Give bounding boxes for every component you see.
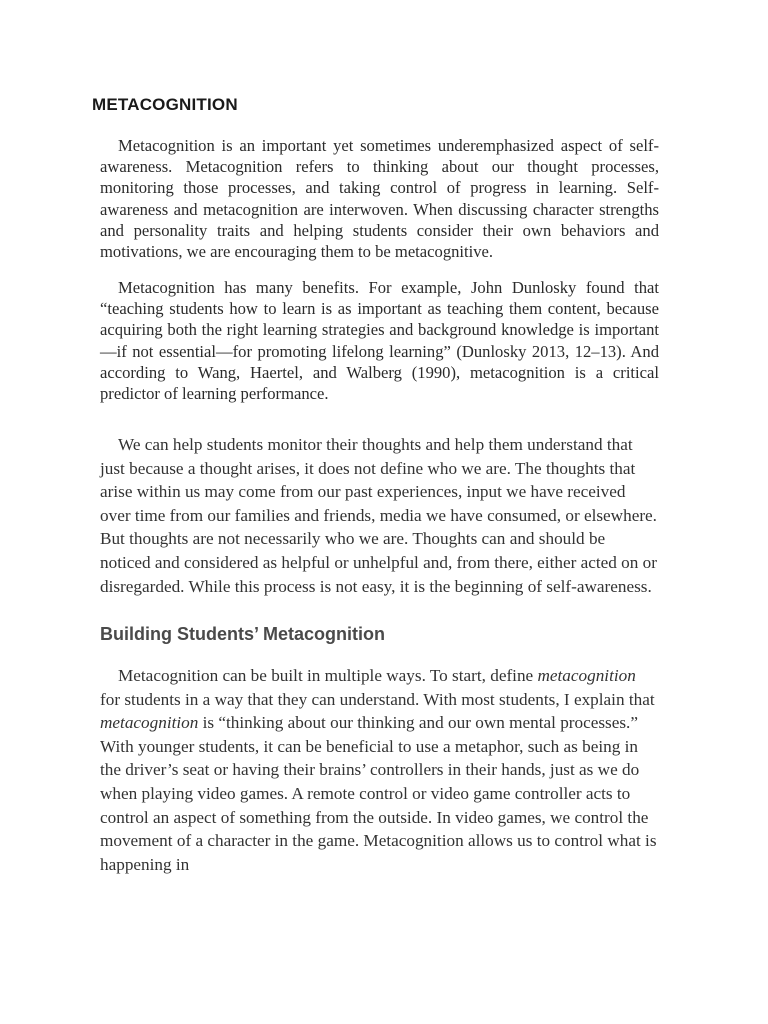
text-segment: Metacognition can be built in multiple ways. To start, define — [118, 666, 538, 685]
text-segment: is “thinking about our thinking and our own mental processes.” With younger students, it can be beneficial to use a metaphor, such as being in the driver’s seat or having their brains’ controllers in their hands, just as we do when playing video games. A remote control or video game controller acts to control an aspect of something from the outside. In video games, we control the movement of a character in the game. Metacognition allows us to control what is happening in — [100, 713, 657, 874]
paragraph-benefits: Metacognition has many benefits. For example, John Dunlosky found that “teaching students how to learn is as important as teaching them content, because acquiring both the right learning strategies and background knowledge is important—if not essential—for promoting lifelong learning” (Dunlosky 2013, 12–13). And according to Wang, Haertel, and Walberg (1990), metacognition is a critical predictor of learning performance. — [100, 278, 659, 404]
document-page — [92, 0, 659, 1024]
text-segment: for students in a way that they can understand. With most students, I explain that — [100, 689, 655, 709]
paragraph-thoughts: We can help students monitor their thoughts and help them understand that just because a thought arises, it does not define who we are. The thoughts that arise within us may come from our past experiences, input we have received over time from our families and friends, media we have consumed, or elsewhere. But thoughts are not necessarily who we are. Thoughts can and should be noticed and considered as helpful or unhelpful and, from there, either acted on or disregarded. While this process is not easy, it is the beginning of self-awareness. — [100, 435, 657, 596]
italic-term: metacognition — [537, 666, 636, 685]
italic-term: metacognition — [100, 713, 199, 733]
paragraph-definition: Metacognition is an important yet sometimes underemphasized aspect of self-awareness. Metacognition refers to thinking about our thought processes, monitoring those processes, and taking control of progress in learning. Self-awareness and metacognition are interwoven. When discussing character strengths and personality traits and helping students consider their own behaviors and motivations, we are encouraging them to be metacognitive. — [100, 136, 659, 262]
section-heading: METACOGNITION — [92, 95, 238, 114]
paragraph-building-metacognition — [100, 664, 659, 876]
subsection-heading: Building Students’ Metacognition — [100, 624, 385, 644]
